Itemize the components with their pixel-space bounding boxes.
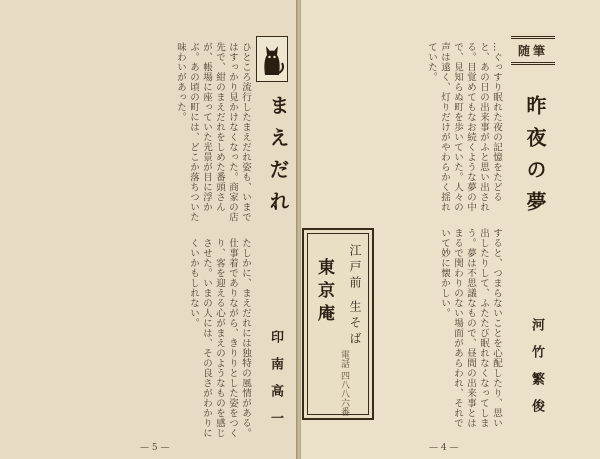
page-number: — 5 — bbox=[140, 443, 170, 453]
ad-shop-name: 東京庵 bbox=[314, 258, 334, 327]
essay-body-top: …ぐっすり眠れた夜の記憶をたどると、あの日の出来事がふと思い出される。目覚めてもなお続くような夢の中で、見知らぬ町を歩いていた。人々の声は遠く、灯りだけがやわらかく揺れていた。 bbox=[426, 42, 502, 212]
essay-title: 昨夜の夢 bbox=[523, 95, 547, 223]
ad-address: 電話 四八八六番 bbox=[339, 350, 349, 416]
essay-body-bottom: すると、つまらないことを心配したり、思い出したりして、ふたたび眠れなくなってしまう。夢は不思議なもので、昼間の出来事とはまるで関わりのない場面があらわれ、それでいて妙に懐かしい。 bbox=[439, 228, 502, 428]
essay-title: まえだれ bbox=[266, 95, 290, 223]
cat-illustration bbox=[256, 36, 288, 82]
cat-icon bbox=[257, 37, 287, 81]
essay-body-top: ひところ流行したまえだれ姿も、いまではすっかり見かけなくなった。商家の店先で、紺のまえだれをしめた番頭さんが、帳場に座っていた光景が目に浮かぶ。あの頃の町には、どこか落ちついた味わいがあった。 bbox=[175, 42, 251, 222]
essay-author: 印南高一 bbox=[268, 330, 283, 438]
advertisement-box bbox=[302, 228, 374, 420]
essay-body-bottom: たしかに、まえだれには独特の風情がある。仕事着でありながら、きりりとした姿をつくり、客を迎える心がまえのようなものを感じさせた。いまの人には、その良さがわかりにくいかもしれない。 bbox=[188, 238, 251, 438]
essay-badge: 随筆 bbox=[511, 36, 555, 65]
left-page bbox=[0, 0, 299, 459]
ad-tagline: 江戸前 生そば bbox=[348, 244, 362, 348]
page-number: — 4 — bbox=[429, 443, 459, 453]
essay-author: 河竹繁俊 bbox=[529, 318, 544, 426]
